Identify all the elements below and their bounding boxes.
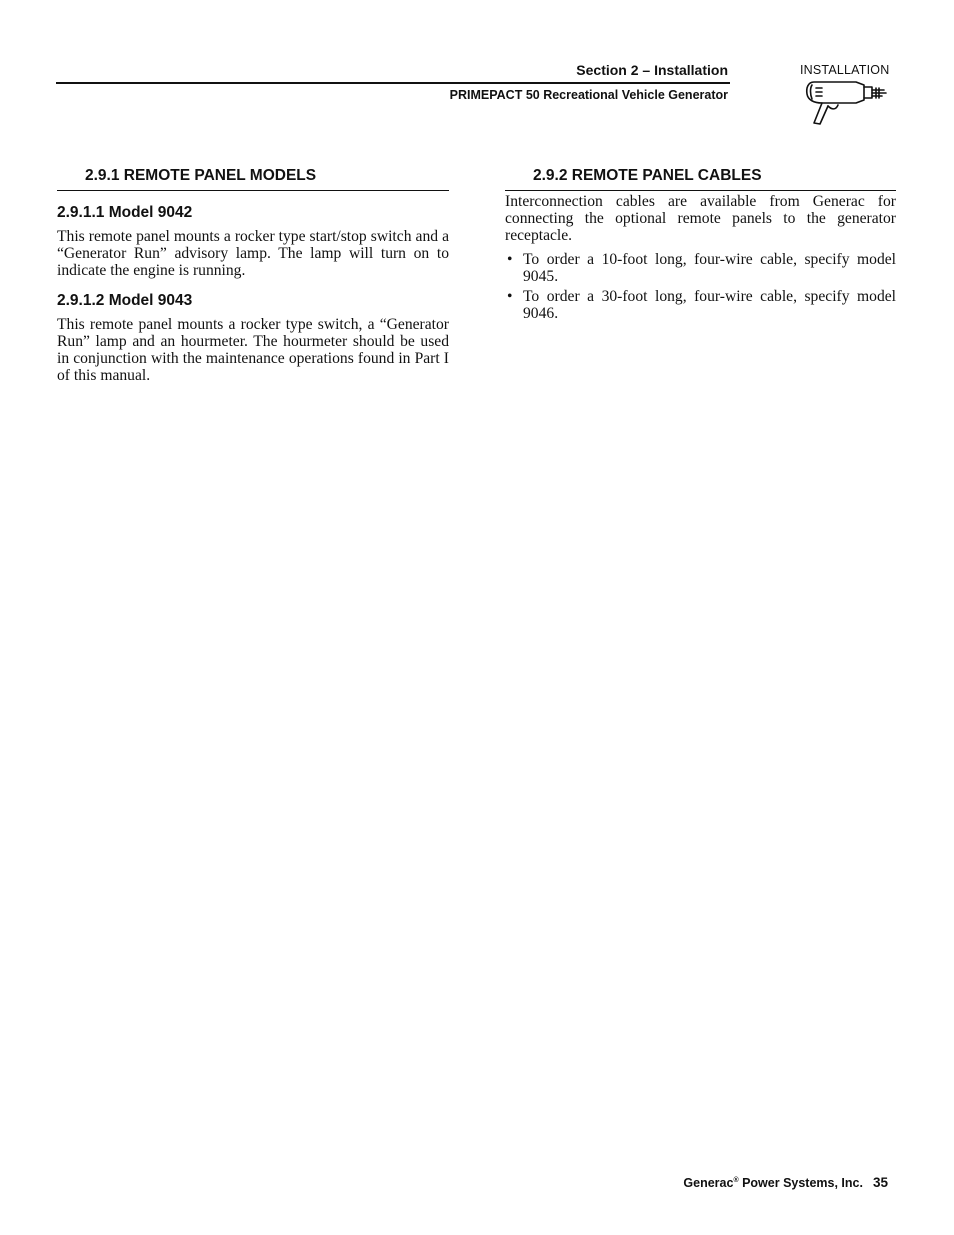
remote-panel-models-heading: 2.9.1 REMOTE PANEL MODELS (57, 166, 449, 191)
right-column (505, 166, 896, 325)
model-9043-body: This remote panel mounts a rocker type switch, a “Generator Run” lamp and an hourmeter. The hourmeter should be used in conjunction with the maintenance operations found in Part I of this manual. (57, 315, 449, 385)
manual-subtitle: PRIMEPACT 50 Recreational Vehicle Generator (449, 88, 728, 102)
model-9042-heading: 2.9.1.1 Model 9042 (57, 204, 193, 221)
installation-badge (798, 62, 908, 130)
model-9042-body: This remote panel mounts a rocker type start/stop switch and a “Generator Run” advisory lamp. The lamp will turn on to indicate the engine is running. (57, 228, 449, 280)
header-rule (56, 82, 730, 84)
list-item: • To order a 10-foot long, four-wire cable, specify model 9045. (505, 251, 896, 285)
registered-mark: ® (733, 1176, 739, 1184)
footer-company: Generac (683, 1176, 734, 1190)
page-footer (683, 1175, 888, 1190)
remote-panel-cables-heading: 2.9.2 REMOTE PANEL CABLES (505, 166, 896, 191)
drill-icon (798, 76, 890, 128)
badge-label: INSTALLATION (800, 63, 890, 77)
list-item: • To order a 30-foot long, four-wire cable, specify model 9046. (505, 288, 896, 322)
footer-company-rest: Power Systems, Inc. (738, 1176, 863, 1190)
left-column (57, 166, 449, 384)
model-9043-heading: 2.9.1.2 Model 9043 (57, 291, 193, 309)
page-number: 35 (872, 1175, 888, 1190)
cables-intro: Interconnection cables are available from Generac for connecting the optional remote panels to the generator receptacle. (505, 193, 896, 245)
cable-order-list (505, 251, 896, 323)
section-title: Section 2 – Installation (576, 62, 728, 78)
